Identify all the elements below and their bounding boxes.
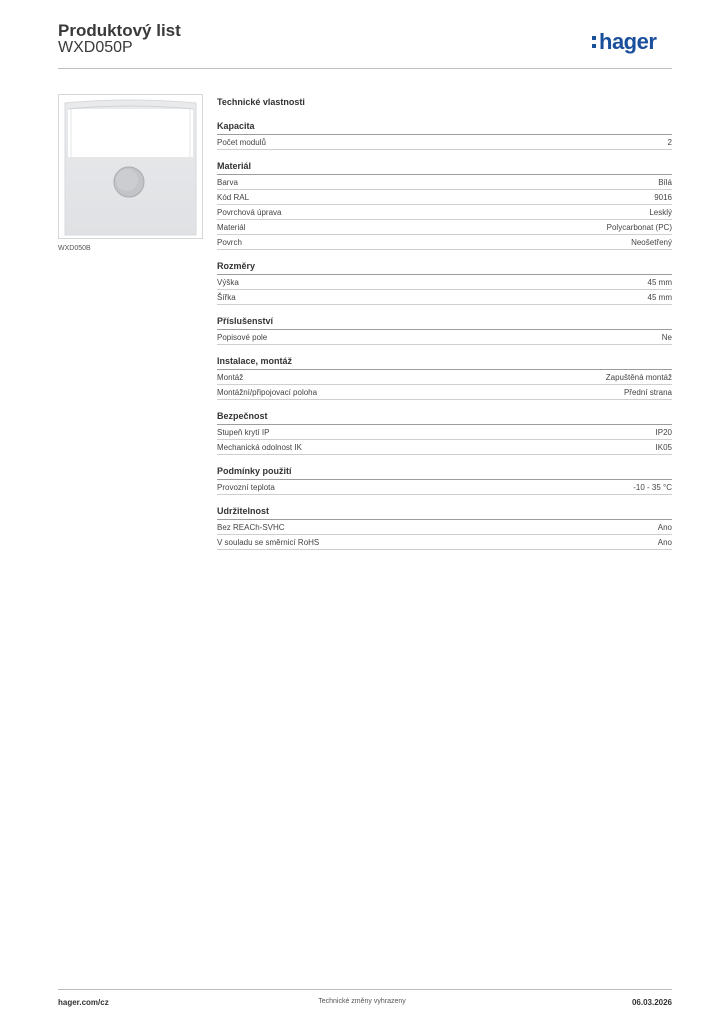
spec-label: V souladu se směrnicí RoHS (217, 537, 320, 547)
section-rozmery (217, 260, 672, 305)
spec-label: Povrch (217, 237, 242, 247)
technical-specs (217, 96, 672, 560)
logo-dots-icon (592, 36, 596, 48)
spec-label: Materiál (217, 222, 246, 232)
section-title: Kapacita (217, 120, 672, 135)
spec-value: 45 mm (647, 292, 672, 302)
hager-logo (592, 28, 656, 56)
spec-value: IK05 (655, 442, 672, 452)
spec-value: Ano (657, 522, 672, 532)
spec-value: 45 mm (647, 277, 672, 287)
spec-label: Bez REACh-SVHC (217, 522, 285, 532)
footer-note: Technické změny vyhrazeny (318, 998, 406, 1005)
spec-label: Počet modulů (217, 137, 266, 147)
page-title: Produktový list (58, 21, 181, 40)
spec-value: Ano (657, 537, 672, 547)
spec-label: Výška (217, 277, 239, 287)
spec-value: Neošetřený (631, 237, 672, 247)
image-caption: WXD050B (58, 245, 91, 252)
spec-value: Ne (661, 332, 672, 342)
spec-label: Barva (217, 177, 238, 187)
spec-row (217, 330, 672, 345)
section-title: Udržitelnost (217, 505, 672, 520)
footer-date: 06.03.2026 (631, 998, 672, 1007)
spec-row (217, 205, 672, 220)
section-title: Bezpečnost (217, 410, 672, 425)
section-udrzitelnost (217, 505, 672, 550)
section-material (217, 160, 672, 250)
footer-website: hager.com/cz (58, 998, 109, 1007)
header-divider (58, 68, 672, 69)
spec-row (217, 385, 672, 400)
spec-label: Kód RAL (217, 192, 250, 202)
spec-value: 9016 (654, 192, 672, 202)
spec-value: Polycarbonat (PC) (606, 222, 672, 232)
spec-label: Stupeň krytí IP (217, 427, 270, 437)
spec-row (217, 275, 672, 290)
specs-title: Technické vlastnosti (217, 97, 305, 107)
product-image (58, 94, 203, 239)
spec-label: Montáž (217, 372, 244, 382)
spec-row (217, 220, 672, 235)
section-title: Instalace, montáž (217, 355, 672, 370)
spec-value: IP20 (655, 427, 672, 437)
section-kapacita (217, 120, 672, 150)
spec-row (217, 425, 672, 440)
cover-plate-icon (59, 95, 202, 238)
footer-divider (58, 989, 672, 990)
spec-label: Šířka (217, 292, 236, 302)
spec-label: Popisové pole (217, 332, 268, 342)
spec-row (217, 190, 672, 205)
section-title: Příslušenství (217, 315, 672, 330)
section-title: Rozměry (217, 260, 672, 275)
section-prislusenstvi (217, 315, 672, 345)
section-bezpecnost (217, 410, 672, 455)
spec-row (217, 440, 672, 455)
spec-row (217, 520, 672, 535)
spec-value: Zapuštěná montáž (605, 372, 672, 382)
spec-value: 2 (667, 137, 672, 147)
spec-row (217, 480, 672, 495)
spec-label: Montážní/připojovací poloha (217, 387, 318, 397)
spec-value: -10 - 35 °C (633, 482, 672, 492)
spec-row (217, 235, 672, 250)
section-title: Podmínky použití (217, 465, 672, 480)
spec-row (217, 535, 672, 550)
spec-label: Mechanická odolnost IK (217, 442, 302, 452)
product-code: WXD050P (58, 39, 133, 56)
spec-value: Bílá (658, 177, 672, 187)
section-podminky (217, 465, 672, 495)
spec-row (217, 175, 672, 190)
spec-value: Lesklý (649, 207, 672, 217)
spec-row (217, 370, 672, 385)
spec-row (217, 290, 672, 305)
section-title: Materiál (217, 160, 672, 175)
spec-value: Přední strana (623, 387, 672, 397)
logo-text: hager (599, 29, 657, 54)
spec-row (217, 135, 672, 150)
spec-label: Povrchová úprava (217, 207, 282, 217)
spec-label: Provozní teplota (217, 482, 275, 492)
section-instalace (217, 355, 672, 400)
